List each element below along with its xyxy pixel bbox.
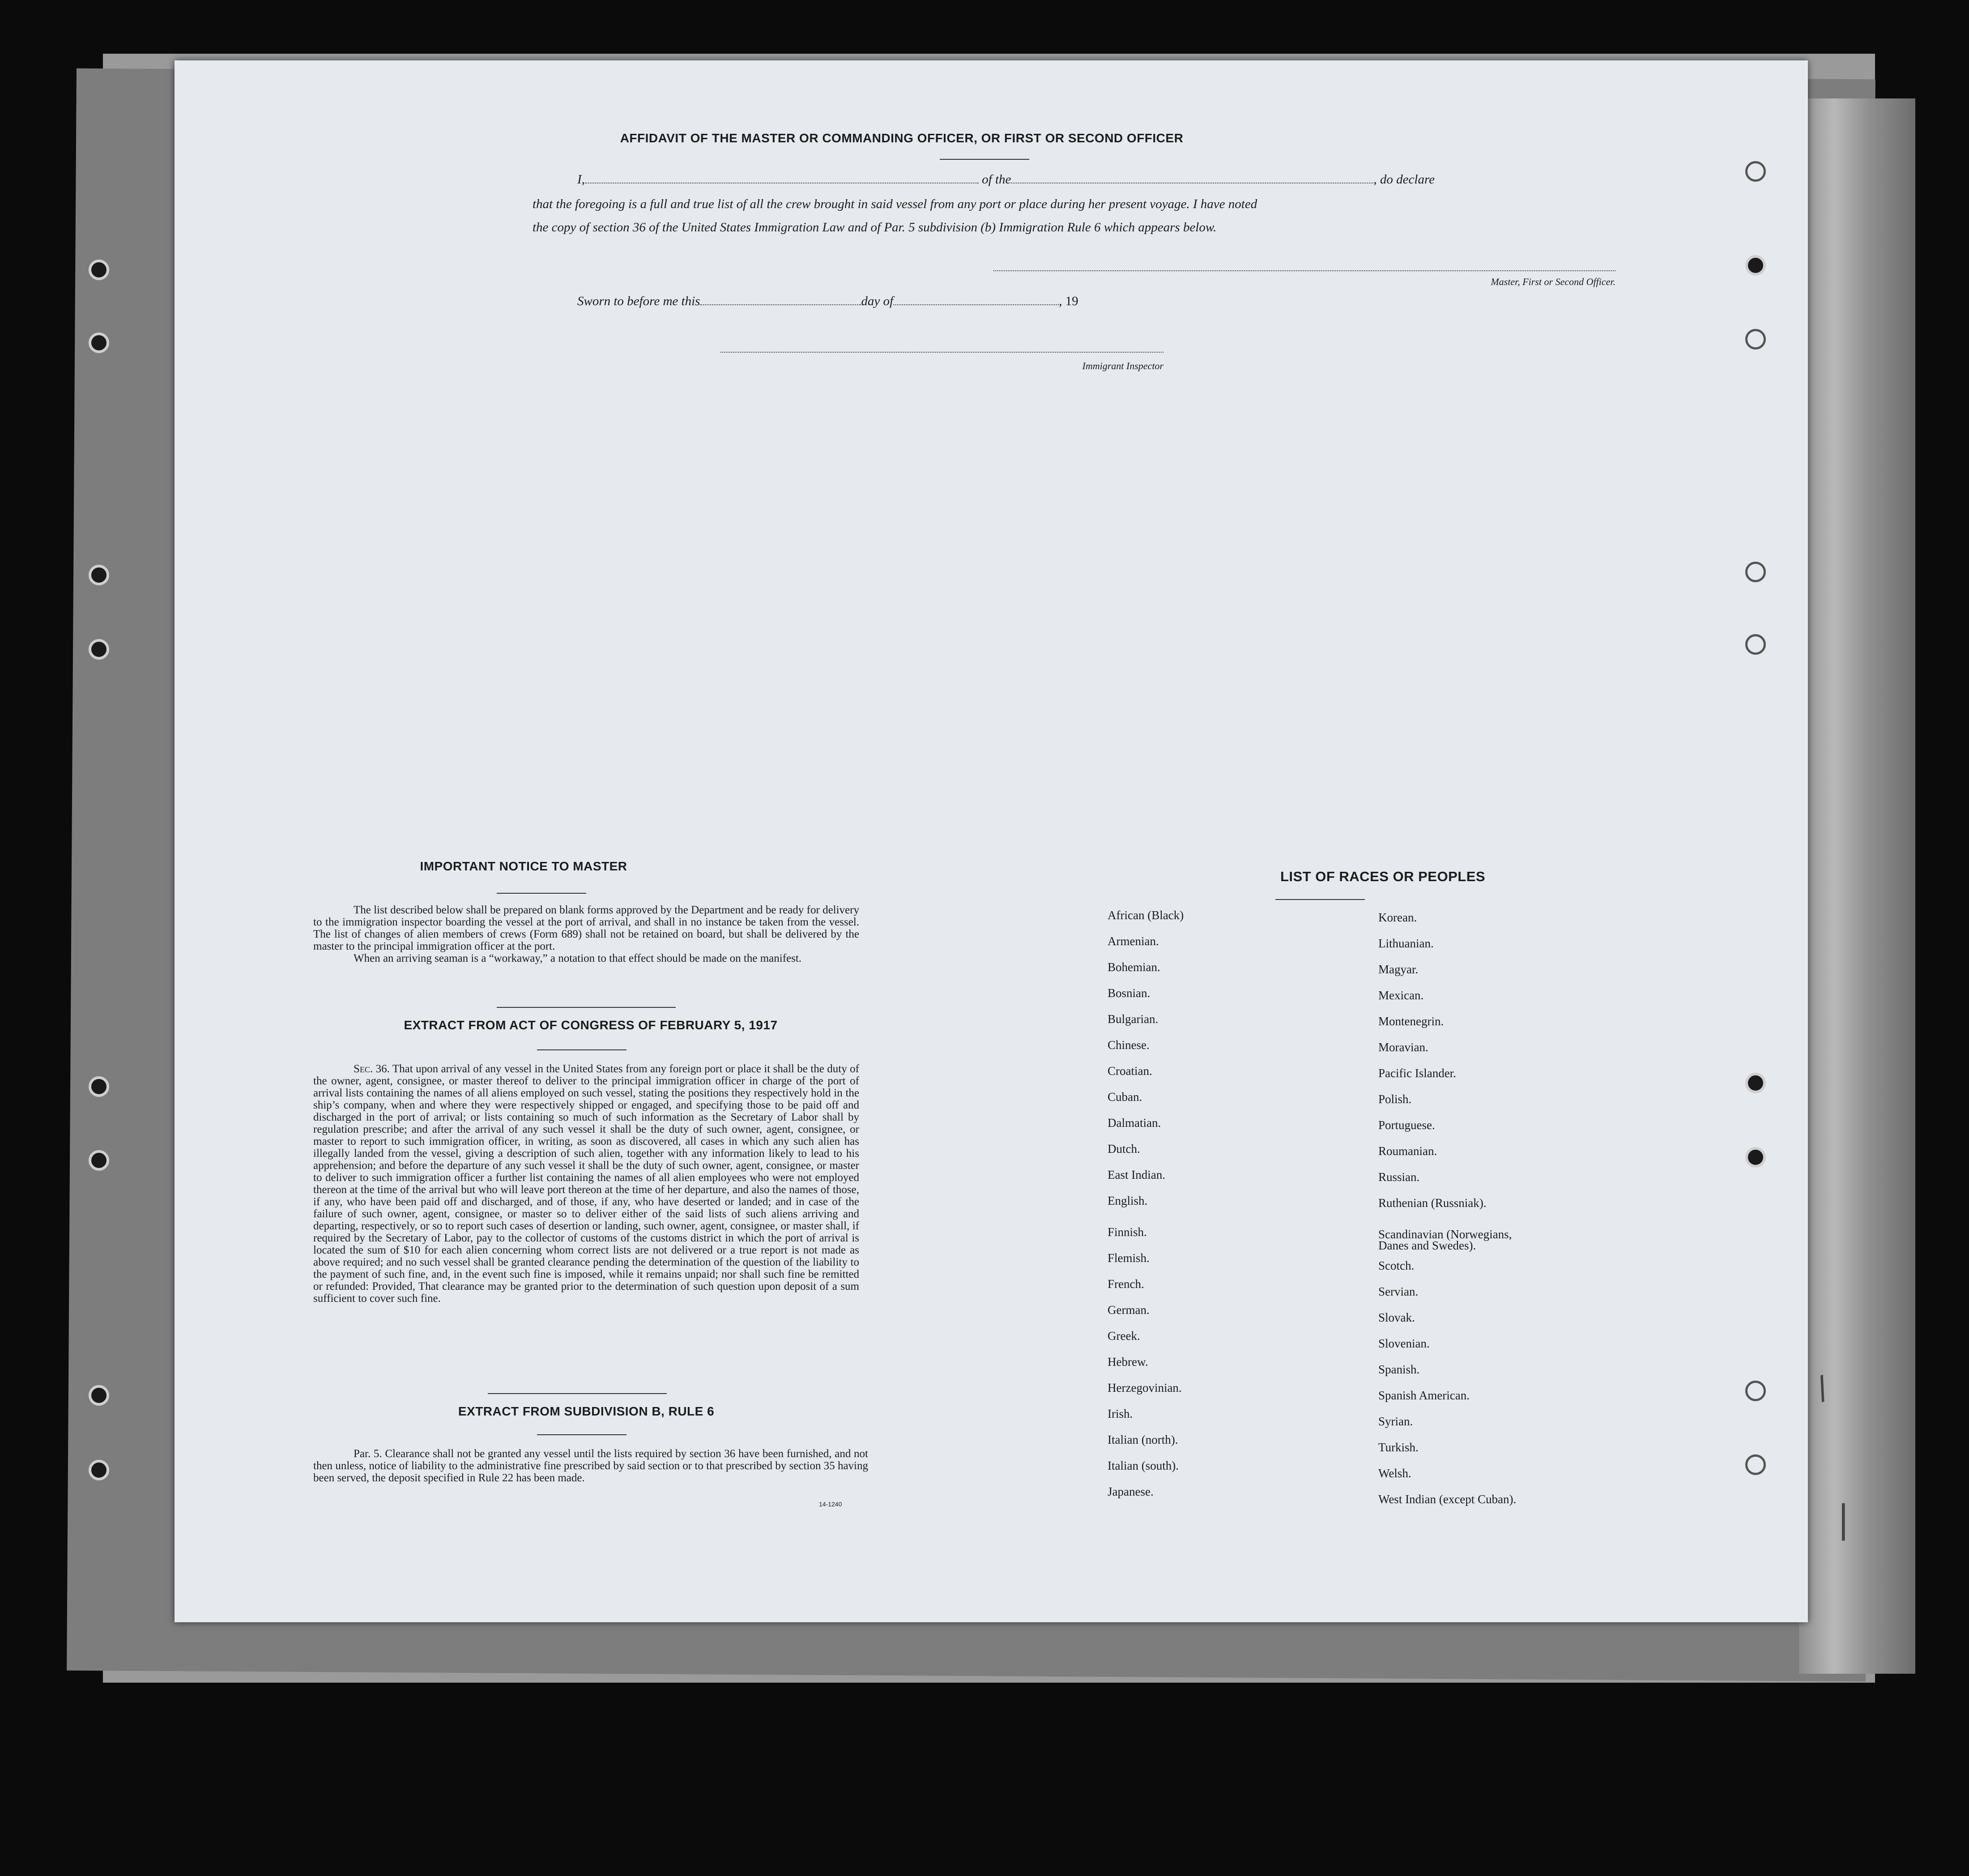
race-entry: Greek. xyxy=(1108,1329,1140,1343)
affidavit-line-2: that the foregoing is a full and true list of all the crew brought in said vessel from any port or place during her present voyage. I have noted xyxy=(533,197,1257,211)
race-entry: East Indian. xyxy=(1108,1168,1165,1181)
sworn-day-field[interactable] xyxy=(700,304,861,305)
affidavit-line-3: the copy of section 36 of the United States Immigration Law and of Par. 5 subdivision (b) Immigration Rule 6 which appears below. xyxy=(533,220,1217,234)
race-entry: Magyar. xyxy=(1378,963,1419,976)
race-entry: Slovenian. xyxy=(1378,1337,1430,1350)
race-entry: Portuguese. xyxy=(1378,1118,1435,1132)
binder-hole-icon xyxy=(89,639,109,660)
race-entry: Scandinavian (Norwegians, Danes and Swedes). xyxy=(1378,1228,1512,1252)
race-entry: Spanish. xyxy=(1378,1363,1420,1376)
race-entry: Lithuanian. xyxy=(1378,937,1434,950)
race-entry: Hebrew. xyxy=(1108,1355,1148,1369)
section-divider xyxy=(497,1007,676,1008)
race-entry: English. xyxy=(1108,1194,1148,1207)
extract-act-divider xyxy=(537,1049,626,1050)
race-entry: Turkish. xyxy=(1378,1441,1419,1454)
extract-rule-title: EXTRACT FROM SUBDIVISION B, RULE 6 xyxy=(458,1404,715,1418)
race-entry: Servian. xyxy=(1378,1285,1419,1298)
binder-hole-icon xyxy=(1745,1454,1766,1475)
notice-divider xyxy=(497,893,586,894)
binder-hole-icon xyxy=(89,1385,109,1406)
margin-handwriting-mark: ∕ xyxy=(1811,1369,1833,1407)
race-entry: Roumanian. xyxy=(1378,1144,1437,1158)
day-of-label: day of xyxy=(861,294,894,308)
race-entry: African (Black) xyxy=(1108,908,1184,922)
race-entry: Syrian. xyxy=(1378,1415,1413,1428)
race-entry: Chinese. xyxy=(1108,1038,1150,1052)
year-label: , 19 xyxy=(1059,294,1078,308)
binder-hole-icon xyxy=(1745,1073,1766,1093)
section-divider xyxy=(488,1393,667,1394)
race-entry: Bosnian. xyxy=(1108,986,1151,1000)
extract-act-section-36 xyxy=(313,1063,859,1305)
binder-hole-icon xyxy=(1745,329,1766,350)
race-entry: Flemish. xyxy=(1108,1251,1150,1265)
race-entry: Italian (north). xyxy=(1108,1433,1178,1446)
binder-hole-icon xyxy=(1745,161,1766,182)
race-entry: Japanese. xyxy=(1108,1485,1154,1498)
title-divider xyxy=(940,159,1029,160)
race-entry: Finnish. xyxy=(1108,1225,1147,1239)
master-signature-field[interactable] xyxy=(993,270,1615,271)
binder-hole-icon xyxy=(89,333,109,353)
binder-hole-icon xyxy=(89,1460,109,1480)
race-entry: Herzegovinian. xyxy=(1108,1381,1182,1394)
affidavit-title: AFFIDAVIT OF THE MASTER OR COMMANDING OFFICER, OR FIRST OR SECOND OFFICER xyxy=(620,131,1184,145)
race-entry: Korean. xyxy=(1378,911,1417,924)
race-entry: Bulgarian. xyxy=(1108,1012,1159,1026)
race-entry: Armenian. xyxy=(1108,934,1159,948)
race-entry: Bohemian. xyxy=(1108,960,1160,974)
race-entry: Italian (south). xyxy=(1108,1459,1179,1472)
binder-hole-icon xyxy=(89,260,109,280)
race-entry: Dutch. xyxy=(1108,1142,1140,1155)
race-entry: Mexican. xyxy=(1378,989,1424,1002)
extract-rule-divider xyxy=(537,1434,626,1435)
notice-paragraph-1: The list described below shall be prepared on blank forms approved by the Department and be ready for delivery to the immigration inspector boarding the vessel at the port of arrival, and shall in no instance be taken from the vessel. The list of changes of alien members of crews (Form 689) shall not be retained on board, but shall be delivered by the master to the principal immigration officer at the port. xyxy=(313,904,859,952)
declarant-name-field[interactable] xyxy=(585,182,979,183)
race-entry: German. xyxy=(1108,1303,1150,1317)
notice-title: IMPORTANT NOTICE TO MASTER xyxy=(420,859,627,873)
notice-paragraph-2: When an arriving seaman is a “workaway,” a notation to that effect should be made on the manifest. xyxy=(354,952,802,964)
form-number: 14-1240 xyxy=(819,1501,842,1508)
race-entry: Slovak. xyxy=(1378,1311,1415,1324)
race-entry: Montenegrin. xyxy=(1378,1015,1444,1028)
races-title: LIST OF RACES OR PEOPLES xyxy=(1280,869,1486,884)
race-entry: Irish. xyxy=(1108,1407,1133,1420)
binder-hole-icon xyxy=(1745,1147,1766,1168)
extract-act-title: EXTRACT FROM ACT OF CONGRESS OF FEBRUARY 5, 1917 xyxy=(404,1018,778,1032)
vessel-name-field[interactable] xyxy=(1011,182,1373,183)
binder-hole-icon xyxy=(1745,255,1766,276)
binder-hole-icon xyxy=(1745,1381,1766,1401)
sworn-line xyxy=(577,294,1078,309)
inspector-signature-label: Immigrant Inspector xyxy=(1082,360,1164,371)
extract-rule-paragraph: Par. 5. Clearance shall not be granted any vessel until the lists required by section 36 have been furnished, and not then unless, notice of liability to the administrative fine prescribed by said section or to that prescribed by section 35 having been served, the deposit specified in Rule 22 has been made. xyxy=(313,1448,868,1484)
binder-hole-icon xyxy=(89,1150,109,1171)
sworn-month-field[interactable] xyxy=(893,304,1059,305)
affidavit-declaration-line xyxy=(577,172,1607,187)
race-entry: Spanish American. xyxy=(1378,1389,1470,1402)
race-entry: Welsh. xyxy=(1378,1467,1411,1480)
page-stack-edge xyxy=(1799,98,1915,1674)
binder-hole-icon xyxy=(1745,634,1766,655)
inspector-signature-field[interactable] xyxy=(720,351,1164,353)
declarant-prefix: I, xyxy=(577,172,585,187)
margin-handwriting-mark: ⎢ xyxy=(1839,1504,1855,1540)
race-entry: West Indian (except Cuban). xyxy=(1378,1492,1517,1506)
race-entry: Moravian. xyxy=(1378,1040,1428,1054)
section-label: Sec. 36. xyxy=(354,1063,390,1075)
race-entry: Polish. xyxy=(1378,1092,1412,1106)
race-entry: Dalmatian. xyxy=(1108,1116,1161,1130)
race-entry: Croatian. xyxy=(1108,1064,1152,1078)
master-signature-label: Master, First or Second Officer. xyxy=(1491,276,1615,287)
race-entry: French. xyxy=(1108,1277,1144,1291)
race-entry: Russian. xyxy=(1378,1170,1420,1184)
binder-hole-icon xyxy=(89,565,109,585)
section-text: That upon arrival of any vessel in the United States from any foreign port or place it shall be the duty of the owner, agent, consignee, or master thereof to deliver to the principal immigration officer in charge of the port of arrival lists containing the names of all aliens employed on such vessel, stating the positions they respectively hold in the ship’s company, when and where they were respectively shipped or engaged, and specifying those to be paid off and discharged in the port of arrival; or lists containing so much of such information as the Secretary of Labor shall by regulation prescribe; and after the arrival of any such vessel it shall be the duty of such owner, agent, consignee, or master to report to such immigration officer, in writing, as soon as discovered, all cases in which any such alien has illegally landed from the vessel, giving a description of such alien, together with any information likely to lead to his apprehension; and before the departure of any such vessel it shall be the duty of such owner, agent, consignee, or master to deliver to such immigration officer a further list containing the names of all alien employees who were not employed thereon at the time of the arrival but who will leave port thereon at the time of her departure, and also the names of those, if any, who have been paid off and discharged, and of those, if any, who have deserted or landed; and in case of the failure of such owner, agent, consignee, or master so to deliver either of the said lists of such aliens arriving and departing, respectively, or so to report such cases of desertion or landing, such owner, agent, consignee, or master shall, if required by the Secretary of Labor, pay to the collector of customs of the customs district in which the port of arrival is located the sum of $10 for each alien concerning whom correct lists are not delivered or a true report is not made as above required; and no such vessel shall be granted clearance pending the determination of the question of the liability to the payment of such fine, and, in the event such fine is imposed, while it remains unpaid; nor shall such fine be remitted or refunded: Provided, That clearance may be granted prior to the determination of such question upon deposit of a sum sufficient to cover such fine. xyxy=(313,1063,859,1305)
race-entry: Scotch. xyxy=(1378,1259,1415,1272)
binder-hole-icon xyxy=(1745,562,1766,582)
race-entry: Pacific Islander. xyxy=(1378,1066,1456,1080)
vessel-prefix: of the xyxy=(982,172,1011,187)
declare-suffix: , do declare xyxy=(1373,172,1435,187)
manifest-back-page xyxy=(175,60,1808,1622)
sworn-label: Sworn to before me this xyxy=(577,294,700,308)
race-entry: Cuban. xyxy=(1108,1090,1142,1104)
races-divider xyxy=(1275,899,1365,900)
race-entry: Ruthenian (Russniak). xyxy=(1378,1196,1487,1210)
binder-hole-icon xyxy=(89,1076,109,1097)
